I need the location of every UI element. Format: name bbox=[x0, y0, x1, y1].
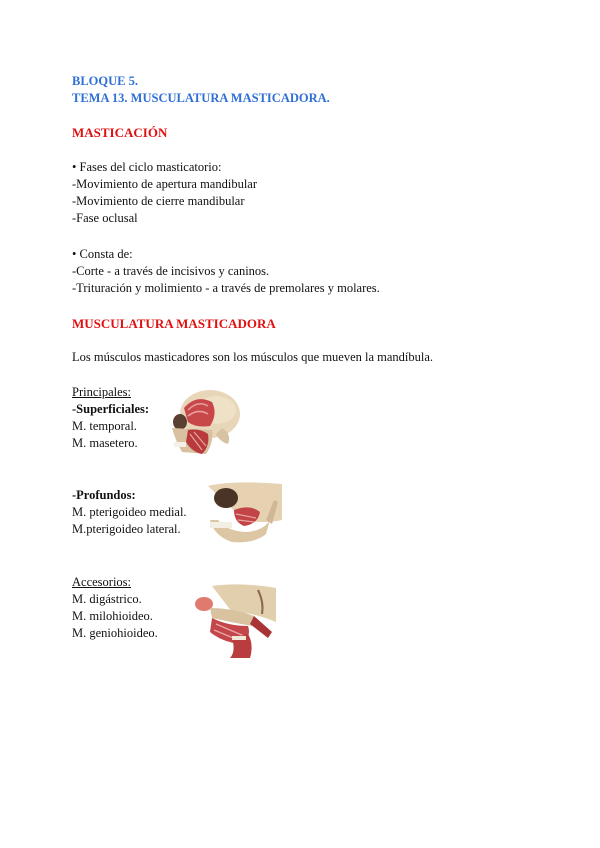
skull-superficial-muscles-illustration bbox=[166, 386, 242, 462]
mastication-heading: MASTICACIÓN bbox=[72, 125, 168, 140]
block-title: BLOQUE 5. bbox=[72, 74, 138, 88]
phases-intro: • Fases del ciclo masticatorio: bbox=[72, 160, 222, 174]
phase-item: -Movimiento de apertura mandibular bbox=[72, 177, 258, 191]
superficial-item: M. temporal. bbox=[72, 419, 137, 433]
topic-title: TEMA 13. MUSCULATURA MASTICADORA. bbox=[72, 91, 330, 105]
deep-label: -Profundos: bbox=[72, 488, 136, 502]
neck-accessory-muscles-illustration bbox=[192, 582, 278, 658]
consists-item: -Trituración y molimiento - a través de premolares y molares. bbox=[72, 281, 380, 295]
superficial-label: -Superficiales: bbox=[72, 402, 150, 416]
accessory-item: M. digástrico. bbox=[72, 592, 142, 606]
muscles-heading: MUSCULATURA MASTICADORA bbox=[72, 316, 276, 331]
phase-item: -Movimiento de cierre mandibular bbox=[72, 194, 245, 208]
skull-deep-muscles-illustration bbox=[204, 480, 284, 546]
consists-intro: • Consta de: bbox=[72, 247, 133, 261]
accessory-item: M. geniohioideo. bbox=[72, 626, 158, 640]
phase-item: -Fase oclusal bbox=[72, 211, 138, 225]
superficial-item: M. masetero. bbox=[72, 436, 138, 450]
accessory-label: Accesorios: bbox=[72, 575, 132, 589]
deep-item: M. pterigoideo medial. bbox=[72, 505, 187, 519]
principal-label: Principales: bbox=[72, 385, 132, 399]
consists-item: -Corte - a través de incisivos y caninos. bbox=[72, 264, 270, 278]
muscles-intro: Los músculos masticadores son los músculos que mueven la mandíbula. bbox=[72, 350, 434, 364]
deep-item: M.pterigoideo lateral. bbox=[72, 522, 181, 536]
accessory-item: M. milohioideo. bbox=[72, 609, 153, 623]
